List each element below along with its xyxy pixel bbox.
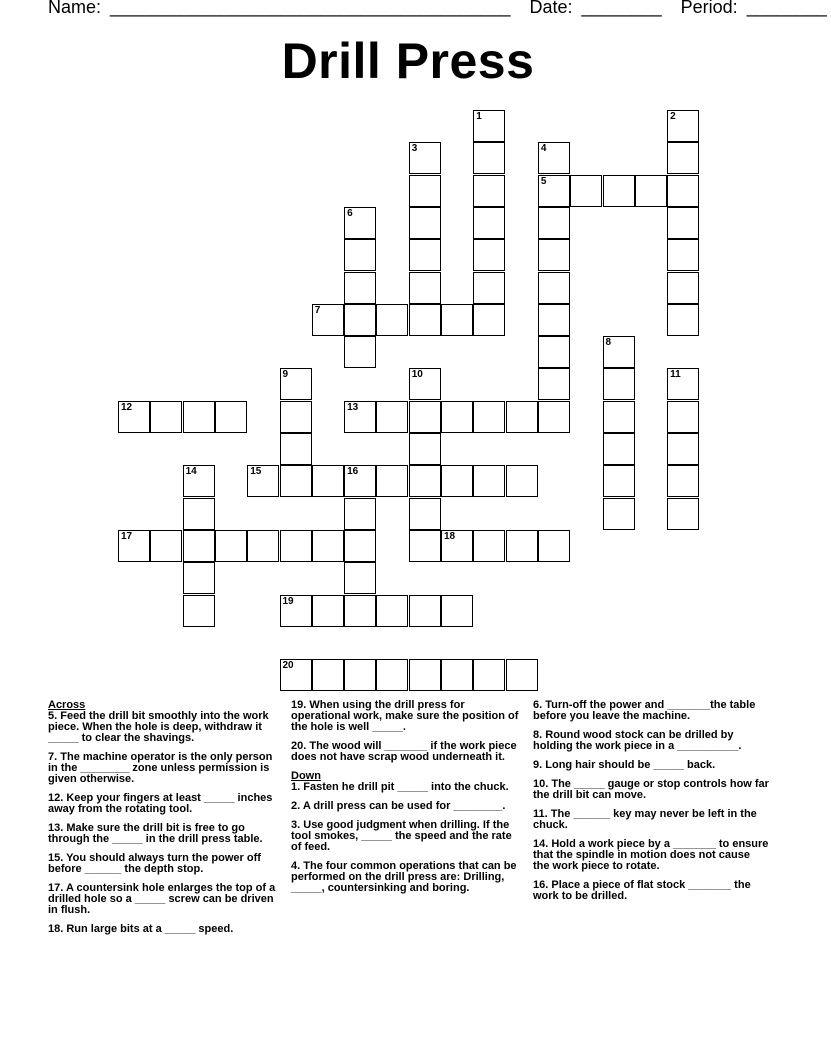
clue-down-2: 2. A drill press can be used for ________. [291,800,506,812]
grid-cell[interactable] [667,175,699,207]
clue-across-18: 18. Run large bits at a _____ speed. [48,923,234,935]
clue-number: 4 [540,143,547,155]
grid-cell[interactable] [667,401,699,433]
name-line[interactable]: ________________________________________ [110,0,511,17]
grid-cell[interactable] [409,433,441,465]
grid-cell[interactable] [409,272,441,304]
clue-across-15: 15. You should always turn the power off before ______ the depth stop. [48,852,261,875]
clue-down-3: 3. Use good judgment when drilling. If the tool smokes, _____ the speed and the rate of feed. [291,819,512,853]
grid-cell[interactable] [538,530,570,562]
grid-cell[interactable] [183,401,215,433]
clue-column-3 [533,700,769,910]
name-label: Name: [48,0,102,17]
grid-cell[interactable] [280,659,312,691]
grid-cell[interactable] [280,368,312,400]
clue-across-17: 17. A countersink hole enlarges the top of a drilled hole so a _____ screw can be driven in flush. [48,882,276,916]
grid-cell[interactable] [409,659,441,691]
grid-cell[interactable] [473,401,505,433]
clue-number: 7 [314,304,321,316]
grid-cell[interactable] [441,401,473,433]
grid-cell[interactable] [247,465,279,497]
grid-cell[interactable] [603,368,635,400]
clue-number: 10 [411,369,423,381]
grid-cell[interactable] [150,401,182,433]
grid-cell[interactable] [376,659,408,691]
page-title: Drill Press [281,33,535,89]
clue-number: 12 [121,401,133,413]
grid-cell[interactable] [183,465,215,497]
clue-number: 2 [670,111,676,122]
grid-cell[interactable] [312,304,344,336]
grid-cell[interactable] [344,530,376,562]
grid-cell[interactable] [312,659,344,691]
grid-cell[interactable] [409,530,441,562]
grid-cell[interactable] [506,465,538,497]
grid-cell[interactable] [473,239,505,271]
grid-cell[interactable] [667,110,699,142]
grid-cell[interactable] [473,175,505,207]
grid-cell[interactable] [118,530,150,562]
grid-cell[interactable] [603,336,635,368]
grid-cell[interactable] [473,465,505,497]
grid-cell[interactable] [441,595,473,627]
clue-number: 16 [347,466,359,478]
grid-cell[interactable] [183,562,215,594]
grid-cell[interactable] [667,433,699,465]
clue-down-1: 1. Fasten he drill pit _____ into the chuck. [291,781,509,793]
grid-cell[interactable] [344,498,376,530]
grid-cell[interactable] [667,272,699,304]
clue-down-14: 14. Hold a work piece by a _______ to ensure that the spindle in motion does not cause the work piece to rotate. [533,838,769,872]
grid-cell[interactable] [344,562,376,594]
grid-cell[interactable] [667,304,699,336]
clue-number: 9 [282,369,289,381]
grid-cell[interactable] [344,272,376,304]
grid-cell[interactable] [215,530,247,562]
grid-cell[interactable] [344,304,376,336]
grid-cell[interactable] [280,433,312,465]
clue-number: 5 [540,175,547,187]
grid-cell[interactable] [635,175,667,207]
grid-cell[interactable] [603,175,635,207]
grid-cell[interactable] [603,433,635,465]
grid-cell[interactable] [538,207,570,239]
grid-cell[interactable] [667,498,699,530]
grid-cell[interactable] [538,272,570,304]
clue-number: 17 [121,530,133,542]
clue-number: 8 [605,337,612,349]
grid-cell[interactable] [473,207,505,239]
date-line[interactable]: ________ [581,0,662,17]
grid-cell[interactable] [506,401,538,433]
grid-cell[interactable] [603,498,635,530]
clue-across-12: 12. Keep your fingers at least _____ inches away from the rotating tool. [48,792,273,815]
grid-cell[interactable] [280,401,312,433]
grid-cell[interactable] [409,304,441,336]
clue-across-19: 19. When using the drill press for operational work, make sure the position of the hole is well _____. [291,699,519,733]
clue-across-13: 13. Make sure the drill bit is free to go through the _____ in the drill press table. [48,822,263,845]
grid-cell[interactable] [280,595,312,627]
grid-cell[interactable] [667,142,699,174]
grid-cell[interactable] [473,530,505,562]
clue-down-11: 11. The ______ key may never be left in the chuck. [533,808,757,831]
clue-number: 15 [250,466,262,478]
clue-down-16: 16. Place a piece of flat stock _______ the work to be drilled. [533,879,751,902]
grid-cell[interactable] [376,304,408,336]
grid-cell[interactable] [409,401,441,433]
grid-cell[interactable] [409,368,441,400]
grid-cell[interactable] [215,401,247,433]
clue-across-20: 20. The wood will _______ if the work piece does not have scrap wood underneath it. [291,740,517,763]
grid-cell[interactable] [376,401,408,433]
grid-cell[interactable] [538,368,570,400]
grid-cell[interactable] [183,595,215,627]
clue-number: 1 [476,111,482,122]
grid-cell[interactable] [473,304,505,336]
grid-cell[interactable] [538,336,570,368]
clue-across-5: 5. Feed the drill bit smoothly into the work piece. When the hole is deep, withdraw it _____ to clear the shavings. [48,710,269,744]
grid-cell[interactable] [441,530,473,562]
clue-number: 11 [670,369,681,381]
grid-cell[interactable] [473,142,505,174]
clue-down-8: 8. Round wood stock can be drilled by holding the work piece in a __________. [533,729,742,752]
grid-cell[interactable] [603,401,635,433]
grid-cell[interactable] [667,368,699,400]
grid-cell[interactable] [538,239,570,271]
grid-cell[interactable] [667,207,699,239]
clue-down-10: 10. The _____ gauge or stop controls how far the drill bit can move. [533,778,769,801]
grid-cell[interactable] [183,530,215,562]
grid-cell[interactable] [409,142,441,174]
clue-across-7: 7. The machine operator is the only person in the ________ zone unless permission is given otherwise. [48,751,273,785]
grid-cell[interactable] [280,530,312,562]
grid-cell[interactable] [667,465,699,497]
grid-cell[interactable] [538,175,570,207]
clue-number: 19 [282,595,294,607]
grid-cell[interactable] [118,401,150,433]
grid-cell[interactable] [409,175,441,207]
grid-cell[interactable] [667,239,699,271]
grid-cell[interactable] [409,595,441,627]
clue-down-6: 6. Turn-off the power and _______the table before you leave the machine. [533,699,756,722]
clue-number: 14 [185,466,197,478]
period-line[interactable]: ________ [746,0,827,17]
clue-number: 18 [444,530,456,542]
clue-number: 3 [411,143,418,155]
clue-number: 6 [347,207,353,219]
grid-cell[interactable] [280,465,312,497]
grid-cell[interactable] [506,659,538,691]
grid-cell[interactable] [312,465,344,497]
grid-cell[interactable] [473,659,505,691]
period-label: Period: [680,0,738,17]
grid-cell[interactable] [344,239,376,271]
grid-cell[interactable] [506,530,538,562]
grid-cell[interactable] [183,498,215,530]
grid-cell[interactable] [344,595,376,627]
grid-cell[interactable] [441,465,473,497]
grid-cell[interactable] [473,110,505,142]
grid-cell[interactable] [603,465,635,497]
clue-number: 13 [347,401,359,413]
grid-cell[interactable] [409,207,441,239]
grid-cell[interactable] [344,207,376,239]
clue-column-2 [291,700,525,902]
date-label: Date: [529,0,573,17]
grid-cell[interactable] [376,595,408,627]
grid-cell[interactable] [312,530,344,562]
grid-cell[interactable] [538,142,570,174]
down-heading: Down [291,770,321,782]
grid-cell[interactable] [538,401,570,433]
grid-cell[interactable] [570,175,602,207]
grid-cell[interactable] [344,336,376,368]
grid-cell[interactable] [409,239,441,271]
grid-cell[interactable] [344,465,376,497]
across-heading: Across [48,699,86,711]
grid-cell[interactable] [247,530,279,562]
clue-column-1 [48,700,280,943]
grid-cell[interactable] [441,659,473,691]
grid-cell[interactable] [344,401,376,433]
grid-cell[interactable] [538,304,570,336]
grid-cell[interactable] [441,304,473,336]
grid-cell[interactable] [409,465,441,497]
grid-cell[interactable] [344,659,376,691]
grid-cell[interactable] [376,465,408,497]
grid-cell[interactable] [473,272,505,304]
grid-cell[interactable] [409,498,441,530]
clue-number: 20 [282,660,294,672]
grid-cell[interactable] [312,595,344,627]
clue-down-9: 9. Long hair should be _____ back. [533,759,716,771]
clue-down-4: 4. The four common operations that can be performed on the drill press are: Drilling, _____, countersinking and boring. [291,860,517,894]
grid-cell[interactable] [150,530,182,562]
